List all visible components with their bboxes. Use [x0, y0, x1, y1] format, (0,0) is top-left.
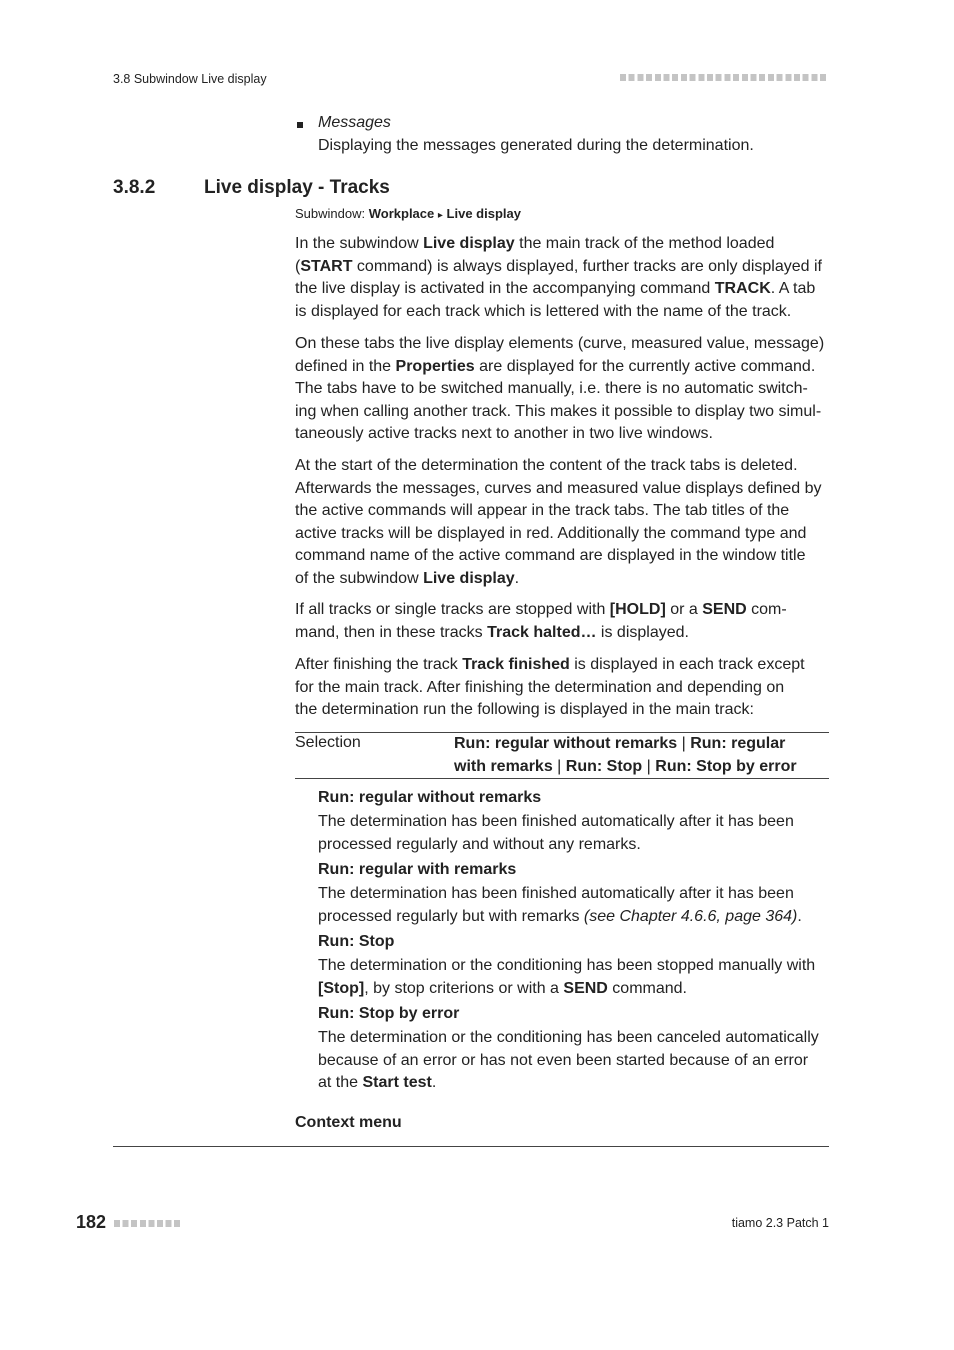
option-title-regular-with-remarks: Run: regular with remarks: [318, 861, 517, 878]
option-title-stop: Run: Stop: [318, 933, 395, 950]
running-header-title: 3.8 Subwindow Live display: [113, 72, 267, 86]
selection-values: Run: regular without remarks | Run: regular with remarks | Run: Stop | Run: Stop by error: [454, 735, 797, 775]
paragraph-start: At the start of the determination the content of the track tabs is deleted. Afterwards the messages, curves and measured value displays defined by the active commands will appear in the track tabs. The tab titles of the active tracks will be displayed in red. Additionally the command type and command name of the active command are displayed in the window title of the subwindow Live display.: [295, 457, 822, 587]
paragraph-tabs: On these tabs the live display elements (curve, measured value, message) defined in the Properties are displayed for the currently active command. The tabs have to be switched manually, i.e. there is no automatic switch- ing when calling another track. This makes it possible to display two simul- taneously active tracks next to another in two live windows.: [295, 335, 825, 442]
option-desc-regular-with-remarks: The determination has been finished automatically after it has been processed regularly but with remarks (see Chapter 4.6.6, page 364).: [318, 885, 802, 925]
section-number: 3.8.2: [113, 177, 156, 198]
bullet-item-description: Displaying the messages generated during the determination.: [318, 137, 754, 154]
context-menu-heading: Context menu: [295, 1114, 402, 1131]
bullet-item-title: Messages: [318, 114, 391, 131]
page-number: 182: [76, 1212, 107, 1232]
paragraph-intro: In the subwindow Live display the main track of the method loaded (START command) is always displayed, further tracks are only displayed if the live display is activated in the accompanying command TRACK. A tab is displayed for each track which is lettered with the name of the track.: [295, 235, 822, 320]
paragraph-finished: After finishing the track Track finished is displayed in each track except for the main track. After finishing the determination and depending on the determination run the following is displayed in the main track:: [295, 656, 805, 718]
path-separator-arrow-icon: ▸: [437, 210, 443, 221]
chapter-cross-reference-link[interactable]: (see Chapter 4.6.6, page 364): [583, 907, 798, 925]
footer-product-name: tiamo 2.3 Patch 1: [731, 1216, 829, 1230]
option-desc-stop: The determination or the conditioning has been stopped manually with [Stop], by stop criterions or with a SEND command.: [318, 957, 816, 997]
option-title-regular-without-remarks: Run: regular without remarks: [318, 789, 542, 806]
subwindow-path: [295, 206, 521, 221]
paragraph-halted: If all tracks or single tracks are stopped with [HOLD] or a SEND com- mand, then in these tracks Track halted… is displayed.: [295, 601, 787, 641]
table-bottom-rule: [295, 778, 829, 779]
bullet-square-icon: [297, 122, 303, 128]
subwindow-path-parent: Workplace: [368, 206, 435, 221]
header-decoration-squares: [620, 74, 829, 81]
footer-decoration-squares: [114, 1220, 182, 1227]
section-title: Live display - Tracks: [204, 177, 390, 198]
subwindow-path-child: Live display: [446, 206, 521, 221]
option-desc-regular-without-remarks: The determination has been finished automatically after it has been processed regularly and without any remarks.: [318, 813, 794, 853]
option-desc-stop-by-error: The determination or the conditioning has been canceled automatically because of an error or has not even been started because of an error at the Start test.: [318, 1029, 819, 1091]
section-end-rule: [113, 1146, 829, 1147]
option-title-stop-by-error: Run: Stop by error: [318, 1005, 460, 1022]
subwindow-path-prefix: Subwindow:: [295, 206, 366, 221]
selection-label: Selection: [295, 734, 361, 751]
